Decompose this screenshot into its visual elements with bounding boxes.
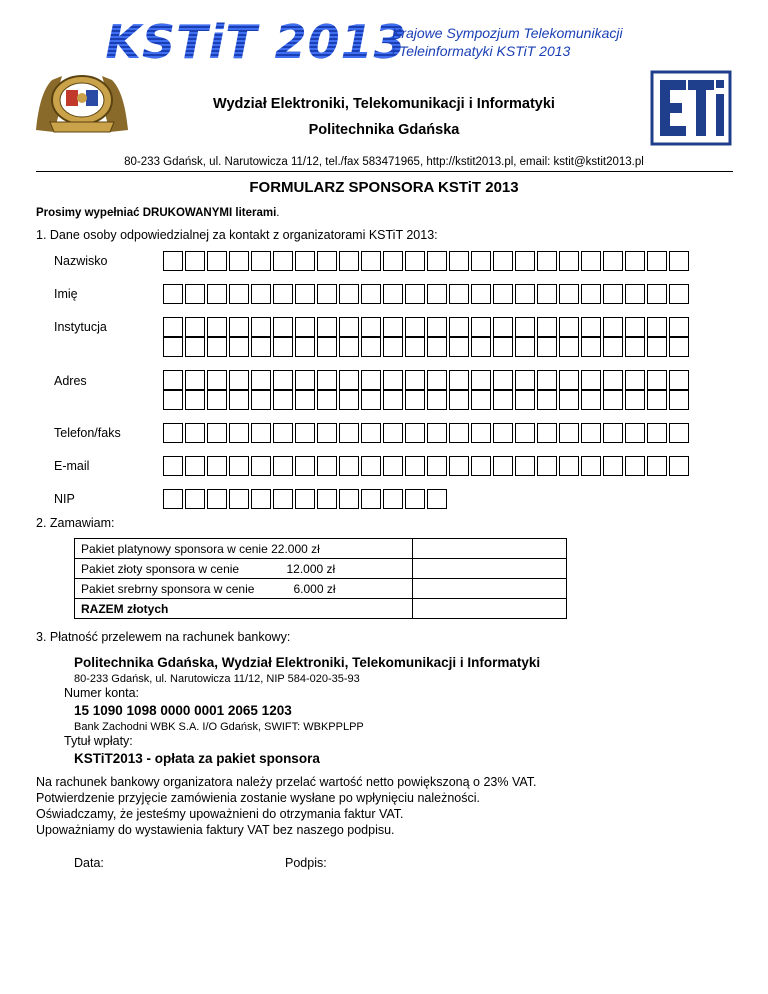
char-box[interactable]	[493, 284, 513, 304]
table-row	[75, 579, 567, 599]
char-box[interactable]	[559, 456, 579, 476]
char-box[interactable]	[339, 284, 359, 304]
char-box[interactable]	[449, 423, 469, 443]
char-box[interactable]	[251, 370, 271, 390]
char-box[interactable]	[405, 251, 425, 271]
char-box[interactable]	[207, 284, 227, 304]
char-box[interactable]	[471, 317, 491, 337]
char-box[interactable]	[669, 390, 689, 410]
instruction-bold: Prosimy wypełniać DRUKOWANYMI literami	[36, 207, 277, 219]
char-box[interactable]	[537, 456, 557, 476]
char-box[interactable]	[405, 390, 425, 410]
char-box[interactable]	[559, 423, 579, 443]
char-box[interactable]	[251, 337, 271, 357]
char-box[interactable]	[471, 370, 491, 390]
name-field[interactable]	[163, 284, 691, 304]
char-box[interactable]	[427, 284, 447, 304]
char-box[interactable]	[339, 337, 359, 357]
char-box[interactable]	[229, 317, 249, 337]
char-box[interactable]	[273, 317, 293, 337]
char-box[interactable]	[449, 337, 469, 357]
char-box[interactable]	[515, 423, 535, 443]
char-box[interactable]	[295, 251, 315, 271]
package-gold-label: Pakiet złoty sponsora w cenie	[81, 561, 240, 576]
char-box[interactable]	[383, 370, 403, 390]
account-label: Numer konta:	[64, 686, 140, 700]
char-box[interactable]	[361, 317, 381, 337]
char-box[interactable]	[625, 423, 645, 443]
char-box[interactable]	[405, 456, 425, 476]
institution-field-row1[interactable]	[163, 317, 691, 337]
char-box[interactable]	[647, 337, 667, 357]
char-box[interactable]	[581, 390, 601, 410]
char-box[interactable]	[273, 456, 293, 476]
char-box[interactable]	[669, 251, 689, 271]
char-box[interactable]	[295, 489, 315, 509]
char-box[interactable]	[339, 423, 359, 443]
bank-recipient: Politechnika Gdańska, Wydział Elektroniki, Telekomunikacji i Informatyki	[74, 655, 541, 670]
char-box[interactable]	[669, 337, 689, 357]
symposium-line2: i Teleinformatyki KSTiT 2013	[392, 43, 571, 59]
bank-recipient-address: 80-233 Gdańsk, ul. Narutowicza 11/12, NIP 584-020-35-93	[74, 673, 360, 685]
char-box[interactable]	[625, 251, 645, 271]
char-box[interactable]	[449, 390, 469, 410]
char-box[interactable]	[603, 423, 623, 443]
char-box[interactable]	[581, 317, 601, 337]
note-authorized: Oświadczamy, że jesteśmy upoważnieni do otrzymania faktur VAT.	[36, 807, 404, 821]
char-box[interactable]	[449, 456, 469, 476]
char-box[interactable]	[361, 284, 381, 304]
note-vat: Na rachunek bankowy organizatora należy przelać wartość netto powiększoną o 23% VAT.	[36, 775, 537, 789]
total-amount[interactable]	[412, 599, 566, 619]
char-box[interactable]	[339, 489, 359, 509]
char-box[interactable]	[537, 337, 557, 357]
char-box[interactable]	[383, 456, 403, 476]
char-box[interactable]	[185, 284, 205, 304]
address-field-row1[interactable]	[163, 370, 691, 390]
char-box[interactable]	[317, 390, 337, 410]
char-box[interactable]	[317, 317, 337, 337]
char-box[interactable]	[339, 370, 359, 390]
faculty-name: Wydział Elektroniki, Telekomunikacji i Informatyki	[213, 96, 555, 112]
char-box[interactable]	[427, 423, 447, 443]
char-box[interactable]	[383, 489, 403, 509]
form-title: FORMULARZ SPONSORA KSTiT 2013	[249, 179, 519, 196]
institution-field-row2[interactable]	[163, 337, 691, 357]
char-box[interactable]	[471, 456, 491, 476]
package-silver-label: Pakiet srebrny sponsora w cenie	[81, 581, 255, 596]
symposium-title	[392, 24, 623, 60]
char-box[interactable]	[669, 370, 689, 390]
char-box[interactable]	[317, 489, 337, 509]
char-box[interactable]	[603, 284, 623, 304]
char-box[interactable]	[471, 337, 491, 357]
char-box[interactable]	[405, 337, 425, 357]
char-box[interactable]	[339, 390, 359, 410]
char-box[interactable]	[361, 251, 381, 271]
phone-label: Telefon/faks	[54, 426, 121, 440]
char-box[interactable]	[383, 423, 403, 443]
svg-text:KSTiT 2013: KSTiT 2013	[105, 15, 407, 69]
char-box[interactable]	[361, 456, 381, 476]
char-box[interactable]	[383, 337, 403, 357]
char-box[interactable]	[471, 390, 491, 410]
char-box[interactable]	[405, 423, 425, 443]
char-box[interactable]	[251, 456, 271, 476]
char-box[interactable]	[273, 390, 293, 410]
char-box[interactable]	[493, 370, 513, 390]
bank-details: Bank Zachodni WBK S.A. I/O Gdańsk, SWIFT: WBKPPLPP	[74, 721, 364, 733]
table-row	[75, 599, 567, 619]
char-box[interactable]	[493, 337, 513, 357]
char-box[interactable]	[449, 284, 469, 304]
package-gold-cell	[75, 559, 413, 579]
char-box[interactable]	[295, 337, 315, 357]
char-box[interactable]	[317, 337, 337, 357]
char-box[interactable]	[493, 251, 513, 271]
char-box[interactable]	[229, 456, 249, 476]
char-box[interactable]	[163, 370, 183, 390]
char-box[interactable]	[207, 370, 227, 390]
char-box[interactable]	[317, 370, 337, 390]
char-box[interactable]	[207, 337, 227, 357]
char-box[interactable]	[185, 337, 205, 357]
char-box[interactable]	[229, 423, 249, 443]
char-box[interactable]	[559, 317, 579, 337]
address-label: Adres	[54, 374, 87, 388]
char-box[interactable]	[603, 456, 623, 476]
surname-field[interactable]	[163, 251, 691, 271]
char-box[interactable]	[229, 390, 249, 410]
char-box[interactable]	[559, 284, 579, 304]
char-box[interactable]	[405, 317, 425, 337]
char-box[interactable]	[383, 284, 403, 304]
char-box[interactable]	[185, 489, 205, 509]
char-box[interactable]	[581, 423, 601, 443]
char-box[interactable]	[163, 456, 183, 476]
char-box[interactable]	[207, 390, 227, 410]
char-box[interactable]	[273, 489, 293, 509]
char-box[interactable]	[559, 390, 579, 410]
char-box[interactable]	[647, 317, 667, 337]
char-box[interactable]	[295, 284, 315, 304]
char-box[interactable]	[493, 390, 513, 410]
char-box[interactable]	[449, 370, 469, 390]
signature-label: Podpis:	[285, 856, 327, 870]
char-box[interactable]	[295, 456, 315, 476]
char-box[interactable]	[361, 370, 381, 390]
char-box[interactable]	[229, 370, 249, 390]
char-box[interactable]	[317, 284, 337, 304]
char-box[interactable]	[163, 337, 183, 357]
account-number: 15 1090 1098 0000 0001 2065 1203	[74, 703, 292, 718]
table-row	[75, 559, 567, 579]
char-box[interactable]	[361, 390, 381, 410]
phone-field[interactable]	[163, 423, 691, 443]
char-box[interactable]	[537, 284, 557, 304]
header-divider	[36, 171, 733, 172]
char-box[interactable]	[273, 423, 293, 443]
char-box[interactable]	[163, 317, 183, 337]
char-box[interactable]	[339, 317, 359, 337]
char-box[interactable]	[295, 317, 315, 337]
char-box[interactable]	[559, 370, 579, 390]
char-box[interactable]	[185, 251, 205, 271]
svg-text:ETI: ETI	[691, 142, 693, 143]
email-label: E-mail	[54, 459, 90, 473]
char-box[interactable]	[405, 489, 425, 509]
char-box[interactable]	[581, 370, 601, 390]
char-box[interactable]	[603, 370, 623, 390]
char-box[interactable]	[427, 370, 447, 390]
char-box[interactable]	[163, 251, 183, 271]
package-platinum-amount[interactable]	[412, 539, 566, 559]
char-box[interactable]	[383, 390, 403, 410]
char-box[interactable]	[603, 337, 623, 357]
char-box[interactable]	[251, 284, 271, 304]
char-box[interactable]	[185, 370, 205, 390]
char-box[interactable]	[185, 390, 205, 410]
char-box[interactable]	[207, 317, 227, 337]
char-box[interactable]	[383, 317, 403, 337]
package-silver-cell	[75, 579, 413, 599]
char-box[interactable]	[207, 251, 227, 271]
instruction-end: .	[276, 207, 280, 219]
char-box[interactable]	[515, 370, 535, 390]
char-box[interactable]	[515, 456, 535, 476]
note-invoice: Upoważniamy do wystawienia faktury VAT bez naszego podpisu.	[36, 823, 395, 837]
surname-label: Nazwisko	[54, 254, 108, 268]
char-box[interactable]	[207, 489, 227, 509]
char-box[interactable]	[471, 284, 491, 304]
char-box[interactable]	[537, 317, 557, 337]
char-box[interactable]	[185, 423, 205, 443]
char-box[interactable]	[581, 337, 601, 357]
section-2-heading: 2. Zamawiam:	[36, 516, 115, 530]
char-box[interactable]	[251, 390, 271, 410]
char-box[interactable]	[251, 251, 271, 271]
char-box[interactable]	[559, 337, 579, 357]
date-label: Data:	[74, 856, 104, 870]
package-gold-price: 12.000 zł	[286, 561, 336, 576]
char-box[interactable]	[515, 251, 535, 271]
table-row	[75, 539, 567, 559]
char-box[interactable]	[647, 251, 667, 271]
total-label: RAZEM złotych	[75, 599, 413, 619]
section-1-heading: 1. Dane osoby odpowiedzialnej za kontakt z organizatorami KSTiT 2013:	[36, 228, 438, 242]
char-box[interactable]	[449, 317, 469, 337]
char-box[interactable]	[515, 284, 535, 304]
char-box[interactable]	[515, 390, 535, 410]
char-box[interactable]	[471, 251, 491, 271]
char-box[interactable]	[427, 456, 447, 476]
char-box[interactable]	[185, 456, 205, 476]
contact-address: 80-233 Gdańsk, ul. Narutowicza 11/12, tel./fax 583471965, http://kstit2013.pl, email: kstit@kstit2013.pl	[124, 156, 644, 168]
char-box[interactable]	[361, 489, 381, 509]
institution-label: Instytucja	[54, 320, 107, 334]
symposium-line1: Krajowe Sympozjum Telekomunikacji	[392, 25, 623, 41]
char-box[interactable]	[405, 370, 425, 390]
instruction	[36, 207, 280, 219]
char-box[interactable]	[625, 317, 645, 337]
char-box[interactable]	[603, 390, 623, 410]
char-box[interactable]	[471, 423, 491, 443]
char-box[interactable]	[581, 456, 601, 476]
char-box[interactable]	[647, 284, 667, 304]
char-box[interactable]	[493, 317, 513, 337]
section-3-heading: 3. Płatność przelewem na rachunek bankowy:	[36, 630, 291, 644]
char-box[interactable]	[185, 317, 205, 337]
char-box[interactable]	[273, 370, 293, 390]
package-platinum-label: Pakiet platynowy sponsora w cenie 22.000 zł	[75, 539, 413, 559]
char-box[interactable]	[625, 337, 645, 357]
char-box[interactable]	[339, 456, 359, 476]
char-box[interactable]	[537, 423, 557, 443]
package-silver-amount[interactable]	[412, 579, 566, 599]
package-order-table	[74, 538, 567, 619]
char-box[interactable]	[581, 284, 601, 304]
payment-title-label: Tytuł wpłaty:	[64, 734, 133, 748]
char-box[interactable]	[427, 251, 447, 271]
char-box[interactable]	[229, 489, 249, 509]
char-box[interactable]	[295, 390, 315, 410]
char-box[interactable]	[603, 251, 623, 271]
char-box[interactable]	[229, 251, 249, 271]
char-box[interactable]	[427, 337, 447, 357]
payment-title-value: KSTiT2013 - opłata za pakiet sponsora	[74, 751, 320, 766]
char-box[interactable]	[515, 337, 535, 357]
char-box[interactable]	[405, 284, 425, 304]
char-box[interactable]	[515, 317, 535, 337]
char-box[interactable]	[163, 390, 183, 410]
nip-label: NIP	[54, 492, 75, 506]
char-box[interactable]	[251, 317, 271, 337]
char-box[interactable]	[625, 370, 645, 390]
note-confirmation: Potwierdzenie przyjęcie zamówienia zostanie wysłane po wpłynięciu należności.	[36, 791, 480, 805]
char-box[interactable]	[625, 284, 645, 304]
char-box[interactable]	[295, 423, 315, 443]
char-box[interactable]	[625, 456, 645, 476]
char-box[interactable]	[669, 317, 689, 337]
char-box[interactable]	[669, 284, 689, 304]
char-box[interactable]	[647, 423, 667, 443]
char-box[interactable]	[317, 423, 337, 443]
char-box[interactable]	[449, 251, 469, 271]
char-box[interactable]	[647, 456, 667, 476]
nip-field[interactable]	[163, 489, 449, 509]
char-box[interactable]	[163, 423, 183, 443]
char-box[interactable]	[361, 423, 381, 443]
kstit-logo	[105, 14, 407, 69]
char-box[interactable]	[383, 251, 403, 271]
char-box[interactable]	[625, 390, 645, 410]
char-box[interactable]	[163, 489, 183, 509]
char-box[interactable]	[229, 284, 249, 304]
char-box[interactable]	[493, 423, 513, 443]
char-box[interactable]	[251, 489, 271, 509]
char-box[interactable]	[559, 251, 579, 271]
char-box[interactable]	[251, 423, 271, 443]
char-box[interactable]	[427, 317, 447, 337]
char-box[interactable]	[273, 251, 293, 271]
name-label: Imię	[54, 287, 78, 301]
char-box[interactable]	[317, 456, 337, 476]
char-box[interactable]	[273, 337, 293, 357]
char-box[interactable]	[647, 370, 667, 390]
address-field-row2[interactable]	[163, 390, 691, 410]
university-name: Politechnika Gdańska	[308, 122, 460, 138]
char-box[interactable]	[581, 251, 601, 271]
char-box[interactable]	[427, 390, 447, 410]
char-box[interactable]	[273, 284, 293, 304]
char-box[interactable]	[427, 489, 447, 509]
char-box[interactable]	[537, 390, 557, 410]
notes	[36, 774, 537, 838]
package-silver-price: 6.000 zł	[293, 581, 336, 596]
char-box[interactable]	[163, 284, 183, 304]
char-box[interactable]	[669, 423, 689, 443]
char-box[interactable]	[647, 390, 667, 410]
char-box[interactable]	[493, 456, 513, 476]
email-field[interactable]	[163, 456, 691, 476]
char-box[interactable]	[669, 456, 689, 476]
char-box[interactable]	[537, 370, 557, 390]
char-box[interactable]	[317, 251, 337, 271]
package-gold-amount[interactable]	[412, 559, 566, 579]
char-box[interactable]	[207, 423, 227, 443]
char-box[interactable]	[295, 370, 315, 390]
char-box[interactable]	[339, 251, 359, 271]
char-box[interactable]	[207, 456, 227, 476]
char-box[interactable]	[229, 337, 249, 357]
char-box[interactable]	[537, 251, 557, 271]
char-box[interactable]	[361, 337, 381, 357]
char-box[interactable]	[603, 317, 623, 337]
